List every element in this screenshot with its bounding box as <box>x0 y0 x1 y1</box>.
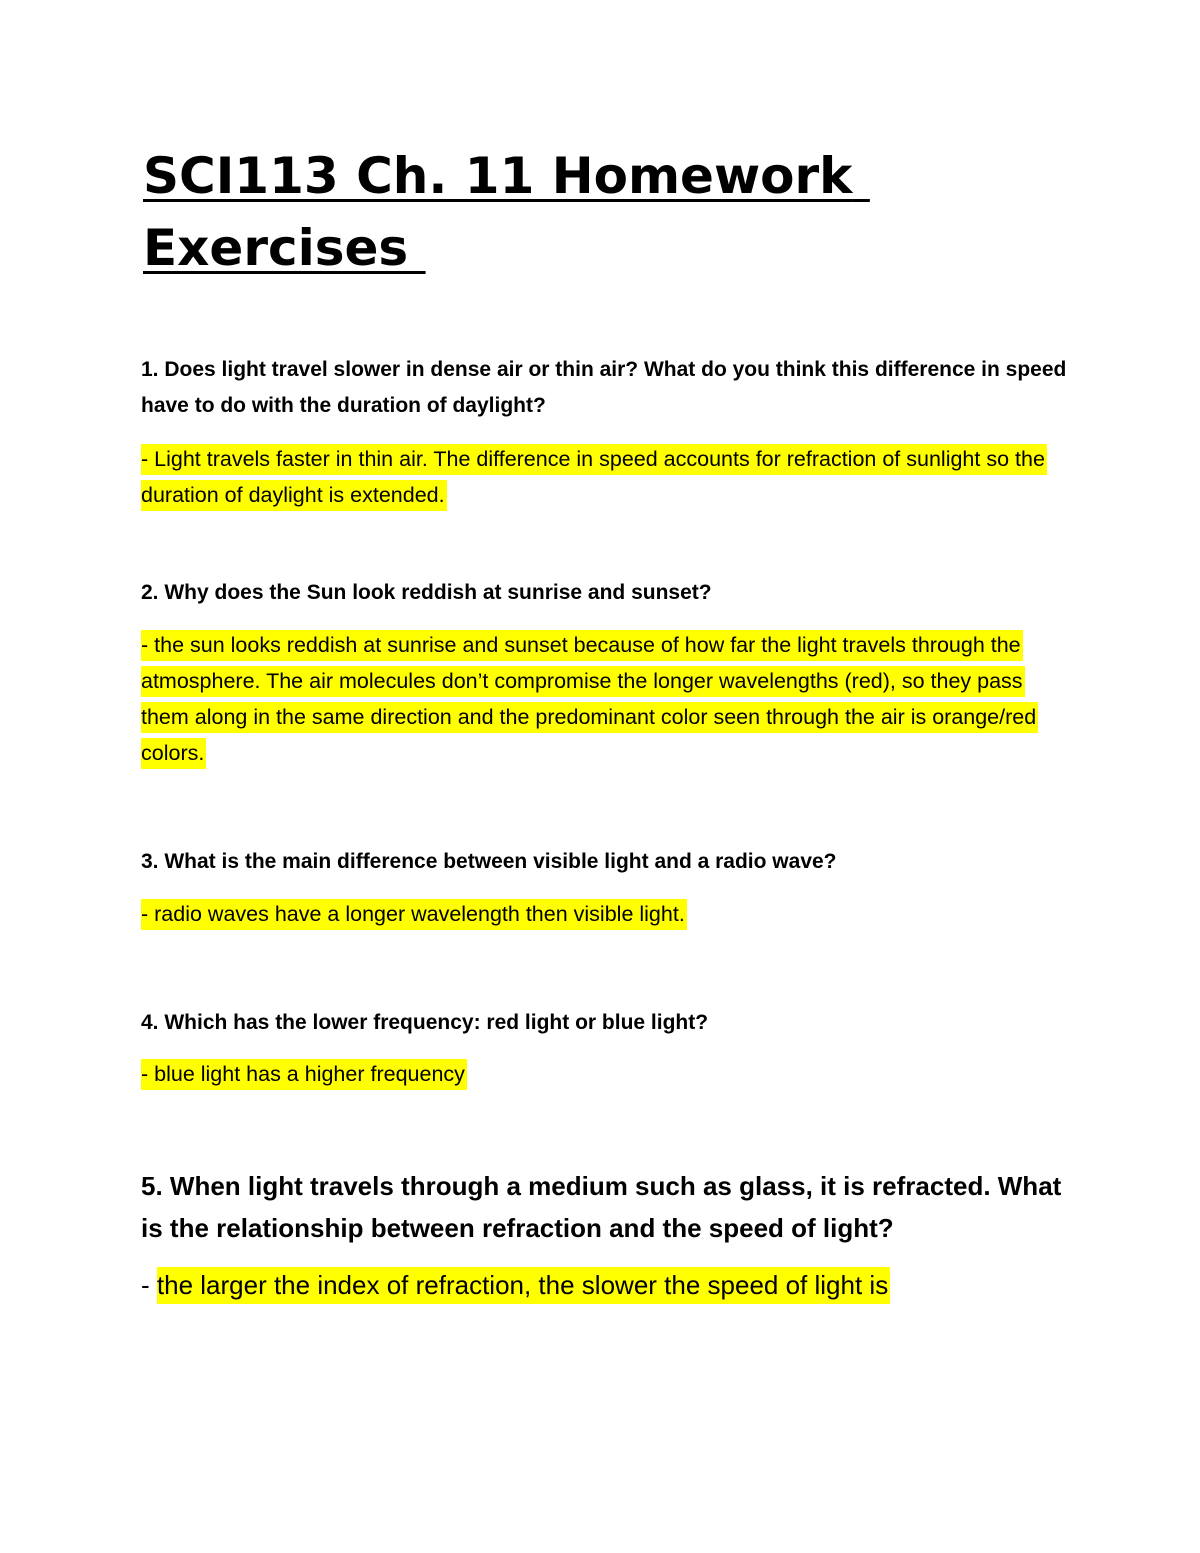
answer-2-highlight: - the sun looks reddish at sunrise and sunset because of how far the light travels through the atmosphere. The air molecules don’t compromise the longer wavelengths (red), so they pass them along in the same direction and the predominant color seen through the air is orange/red colors. <box>141 630 1038 769</box>
answer-4-highlight: - blue light has a higher frequency <box>141 1059 467 1090</box>
answer-1 <box>141 441 1071 513</box>
question-4: 4. Which has the lower frequency: red light or blue light? <box>141 1011 709 1034</box>
question-5: 5. When light travels through a medium such as glass, it is refracted. What is the relationship between refraction and the speed of light? <box>141 1171 1062 1243</box>
answer-1-highlight: - Light travels faster in thin air. The difference in speed accounts for refraction of sunlight so the duration of daylight is extended. <box>141 444 1047 511</box>
answer-5-highlight: the larger the index of refraction, the slower the speed of light is <box>157 1267 890 1304</box>
answer-5 <box>141 1265 1071 1305</box>
answer-3-highlight: - radio waves have a longer wavelength then visible light. <box>141 899 687 930</box>
question-1: 1. Does light travel slower in dense air or thin air? What do you think this difference in speed have to do with the duration of daylight? <box>141 358 1067 417</box>
question-2: 2. Why does the Sun look reddish at sunrise and sunset? <box>141 581 712 604</box>
answer-3 <box>141 896 1071 932</box>
answer-2 <box>141 627 1071 771</box>
answer-4 <box>141 1056 1071 1092</box>
question-3: 3. What is the main difference between visible light and a radio wave? <box>141 850 837 873</box>
answer-5-prefix: - <box>141 1270 157 1300</box>
document-title: SCI113 Ch. 11 Homework Exercises <box>143 147 870 277</box>
